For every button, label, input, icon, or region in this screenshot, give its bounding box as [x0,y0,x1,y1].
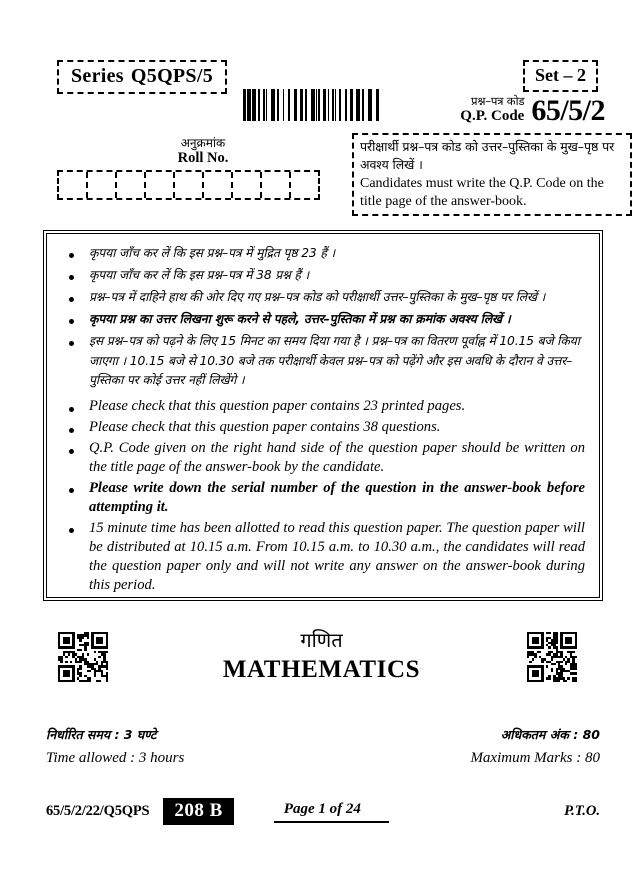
series-value: Q5QPS/5 [130,65,214,87]
instruction-text: 15 minute time has been allotted to read this question paper. The question paper will be distributed at 10.15 a.m. From 10.15 a.m. to 10.30 a.m., the candidates will read the question paper only and will not write any answer on the answer-book during this period. [89,520,585,594]
instruction-text: कृपया जाँच कर लें कि इस प्रश्न–पत्र में मुद्रित पृष्ठ 23 हैं । [89,246,335,260]
instruction-text: कृपया जाँच कर लें कि इस प्रश्न–पत्र में 38 प्रश्न हैं । [89,267,310,282]
qp-code-value: 65/5/2 [531,93,605,127]
footer-badge: 208 B [163,798,233,825]
instructions-box [46,233,600,598]
exam-meta [46,726,600,767]
instruction-text: कृपया प्रश्न का उत्तर लिखना शुरू करने से पहले, उत्तर–पुस्तिका में प्रश्न का क्रमांक अवश्य लिखें । [89,311,511,326]
instruction-item-english [59,439,585,477]
roll-no-cell[interactable] [262,172,291,198]
qp-notice-english: Candidates must write the Q.P. Code on the title page of the answer-book. [360,176,604,209]
instruction-text: Please check that this question paper contains 38 questions. [89,419,441,436]
instruction-item-english [59,479,585,517]
series-box [57,60,227,94]
subject-title-hindi: गणित [300,628,343,652]
roll-no-cell[interactable] [291,172,318,198]
subject-title [0,628,643,684]
roll-no-label-hindi: अनुक्रमांक [180,136,226,150]
instruction-text: इस प्रश्न–पत्र को पढ़ने के लिए 15 मिनट का समय दिया गया है । प्रश्न–पत्र का वितरण पूर्वाह्न में 10.15 बजे किया जाएगा । 10.15 बजे से 10.30 बजे तक परीक्षार्थी केवल प्रश्न–पत्र को पढ़ेंगे और इस अवधि के दौरान वे उत्तर–पुस्तिका पर कोई उत्तर नहीं लिखेंगे । [89,333,580,388]
instruction-item-hindi [59,244,585,264]
roll-no-cell[interactable] [233,172,262,198]
time-allowed-english: Time allowed : 3 hours [46,750,185,766]
max-marks-english: Maximum Marks : 80 [470,750,600,766]
instruction-item-english [59,418,585,437]
qp-code-block [460,95,605,127]
roll-no-cell[interactable] [175,172,204,198]
roll-no-input-grid[interactable] [57,170,320,200]
set-box [523,60,598,92]
footer-page-number: Page 1 of 24 [274,801,389,823]
roll-no-cell[interactable] [146,172,175,198]
qp-code-label-english: Q.P. Code [460,107,525,124]
instruction-item-hindi [59,266,585,286]
qp-code-label-hindi: प्रश्न–पत्र कोड [471,94,525,108]
instructions-list [59,244,585,595]
footer-pto: P.T.O. [564,803,600,819]
qp-code-notice-box [352,133,632,216]
roll-no-cell[interactable] [204,172,233,198]
subject-title-english: MATHEMATICS [222,656,421,683]
page-footer [46,798,600,825]
set-label: Set – 2 [535,65,586,85]
instruction-text: Please check that this question paper contains 23 printed pages. [89,398,466,415]
instruction-item-hindi [59,310,585,330]
barcode-icon [243,89,381,121]
footer-paper-code: 65/5/2/22/Q5QPS [46,803,150,819]
instruction-text: प्रश्न–पत्र में दाहिने हाथ की ओर दिए गए प्रश्न–पत्र कोड को परीक्षार्थी उत्तर–पुस्तिका के मुख–पृष्ठ पर लिखें । [89,289,546,304]
roll-no-cell[interactable] [59,172,88,198]
instruction-item-hindi [59,332,585,392]
instruction-text: Q.P. Code given on the right hand side of the question paper should be written on the title page of the answer-book by the candidate. [89,440,585,476]
series-label: Series [71,65,124,87]
time-allowed-hindi: निर्धारित समय : 3 घण्टे [46,727,157,742]
instruction-item-hindi [59,288,585,308]
instruction-text: Please write down the serial number of the question in the answer-book before attempting it. [89,480,585,516]
qp-notice-hindi: परीक्षार्थी प्रश्न–पत्र कोड को उत्तर–पुस्तिका के मुख–पृष्ठ पर अवश्य लिखें । [360,139,615,173]
max-marks-hindi: अधिकतम अंक : 80 [500,727,600,742]
roll-no-cell[interactable] [117,172,146,198]
instruction-item-english [59,397,585,416]
roll-no-cell[interactable] [88,172,117,198]
instruction-item-english [59,519,585,595]
roll-no-label-english: Roll No. [177,150,229,166]
